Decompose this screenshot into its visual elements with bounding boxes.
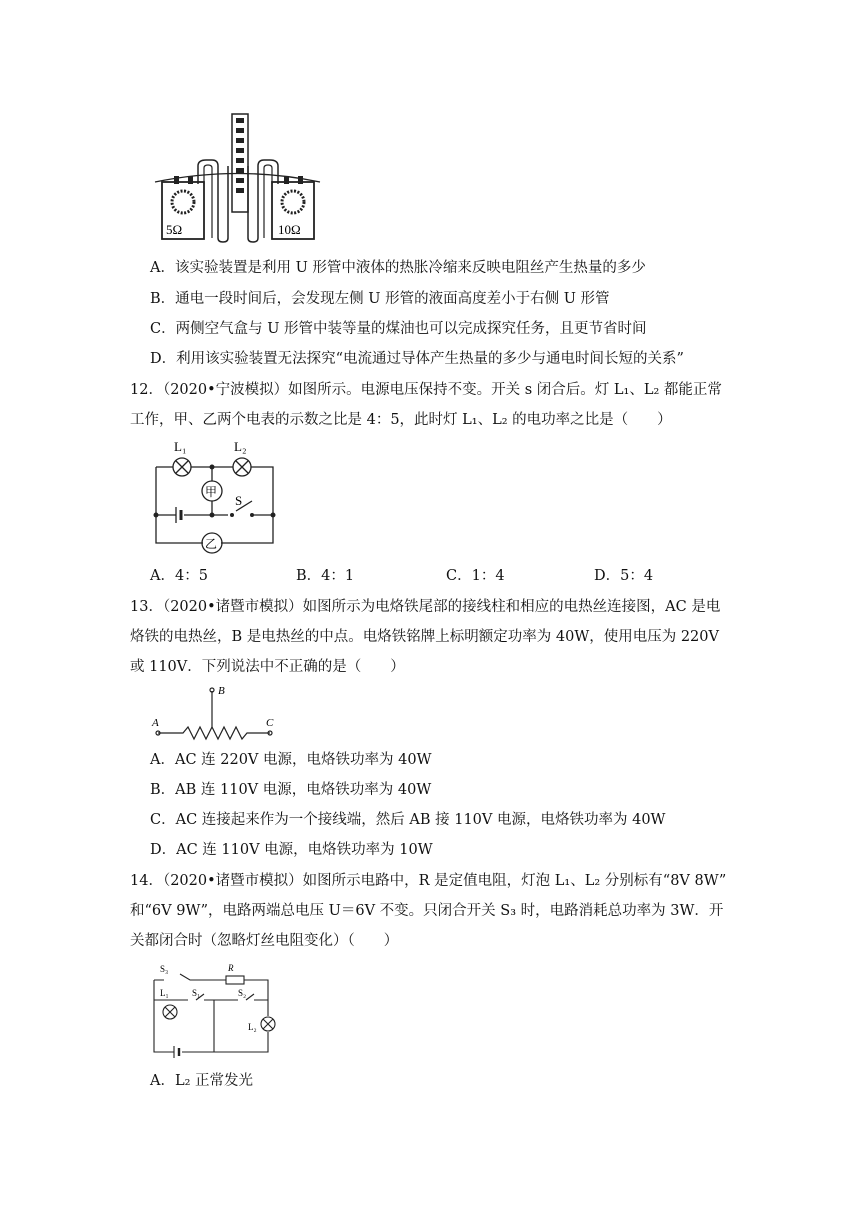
- figure-q13-heating-wire: [148, 683, 283, 743]
- q14-stem-line2: 和“6V 9W”，电路两端总电压 U＝6V 不变。只闭合开关 S₃ 时，电路消耗总功率为 3W．开: [130, 903, 724, 919]
- figure-q14-circuit: [148, 958, 283, 1058]
- label-a: A: [152, 717, 159, 729]
- label-l1: L₁: [160, 988, 169, 998]
- label-switch-s: S: [235, 493, 243, 508]
- label-s3: S₃: [160, 964, 169, 974]
- q12-option-a: A．4：5: [150, 568, 208, 584]
- q11-option-a: A．该实验装置是利用 U 形管中液体的热胀冷缩来反映电阻丝产生热量的多少: [150, 260, 646, 276]
- q14-stem-line1: 14．（2020•诸暨市模拟）如图所示电路中，R 是定值电阻，灯泡 L₁、L₂ 分别标有“8V 8W”: [130, 873, 727, 889]
- q12-option-b: B．4：1: [296, 568, 355, 584]
- q13-option-d: D．AC 连 110V 电源，电烙铁功率为 10W: [150, 842, 433, 858]
- figure-q12-circuit: [148, 435, 283, 560]
- q11-option-d: D．利用该实验装置无法探究“电流通过导体产生热量的多少与通电时间长短的关系”: [150, 351, 684, 367]
- label-c: C: [266, 717, 274, 729]
- label-5-ohm: 5Ω: [166, 222, 183, 237]
- label-r: R: [228, 963, 234, 973]
- q14-option-a: A．L₂ 正常发光: [150, 1073, 254, 1089]
- q13-option-a: A．AC 连 220V 电源，电烙铁功率为 40W: [150, 752, 432, 768]
- q12-stem-line1: 12．（2020•宁波模拟）如图所示。电源电压保持不变。开关 s 闭合后。灯 L₁、L₂ 都能正常: [130, 382, 722, 398]
- figure-joule-apparatus: [150, 110, 325, 245]
- label-s2: S₂: [238, 988, 247, 998]
- label-l2: L₂: [248, 1022, 257, 1032]
- q13-option-c: C．AC 连接起来作为一个接线端，然后 AB 接 110V 电源，电烙铁功率为 40W: [150, 812, 666, 828]
- label-l2: L₂: [234, 439, 247, 454]
- q12-option-c: C．1：4: [446, 568, 505, 584]
- q11-option-b: B．通电一段时间后，会发现左侧 U 形管的液面高度差小于右侧 U 形管: [150, 291, 610, 307]
- q12-stem-line2: 工作，甲、乙两个电表的示数之比是 4：5，此时灯 L₁、L₂ 的电功率之比是（ ）: [130, 412, 672, 428]
- label-10-ohm: 10Ω: [278, 222, 301, 237]
- q11-option-c: C．两侧空气盒与 U 形管中装等量的煤油也可以完成探究任务，且更节省时间: [150, 321, 647, 337]
- q12-option-d: D．5：4: [594, 568, 654, 584]
- q13-stem-line3: 或 110V．下列说法中不正确的是（ ）: [130, 659, 405, 675]
- label-b: B: [218, 685, 225, 697]
- label-s1: S₁: [192, 988, 201, 998]
- label-l1: L₁: [174, 439, 187, 454]
- q13-stem-line2: 烙铁的电热丝，B 是电热丝的中点。电烙铁铭牌上标明额定功率为 40W，使用电压为 220V: [130, 629, 719, 645]
- label-yi: 乙: [205, 537, 218, 551]
- label-jia: 甲: [205, 485, 218, 499]
- q13-option-b: B．AB 连 110V 电源，电烙铁功率为 40W: [150, 782, 432, 798]
- q14-stem-line3: 关都闭合时（忽略灯丝电阻变化）（ ）: [130, 933, 399, 949]
- q13-stem-line1: 13．（2020•诸暨市模拟）如图所示为电烙铁尾部的接线柱和相应的电热丝连接图，AC 是电: [130, 599, 721, 615]
